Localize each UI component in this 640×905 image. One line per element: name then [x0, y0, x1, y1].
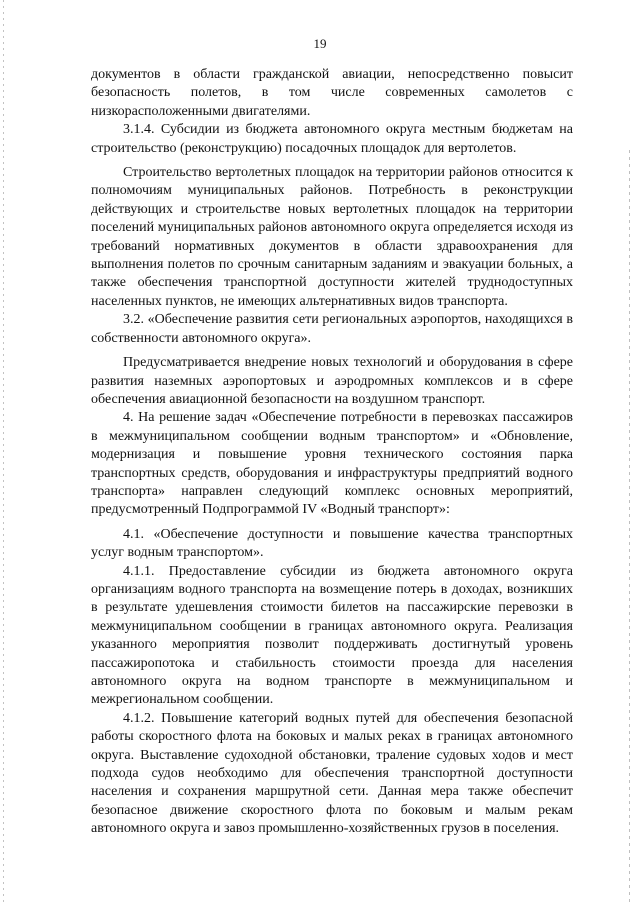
paragraph-3-2: 3.2. «Обеспечение развития сети региональных аэропортов, находящихся в собственности автономного округа». [91, 312, 573, 346]
document-body [91, 66, 573, 839]
paragraph-4-1-2: 4.1.2. Повышение категорий водных путей для обеспечения безопасной работы скоростного флота на боковых и малых реках в границах автономного округа. Выставление судоходной обстановки, траление судовых ходов и мест подхода судов необходимо для обеспечения транспортной доступности населения и сохранения маршрутной сети. Данная мера также обеспечит безопасное движение скоростного флота по боковым и малым рекам автономного округа и завоз промышленно-хозяйственных грузов в поселения. [91, 710, 573, 837]
paragraph-helipad-construction: Строительство вертолетных площадок на территории районов относится к полномочиям муниципальных районов. Потребность в реконструкции действующих и строительстве новых вертолетных площадок на территории поселений муниципальных районов автономного округа определяется исходя из требований нормативных документов в области здравоохранения для выполнения полетов по срочным санитарным заданиям и эвакуации больных, а также обеспечения транспортной доступности жителей труднодоступных населенных пунктов, не имеющих альтернативных видов транспорта. [91, 165, 573, 309]
paragraph-4-1-1: 4.1.1. Предоставление субсидии из бюджета автономного округа организациям водного транспорта на возмещение потерь в доходах, возникших в результате удешевления стоимости билетов на пассажирские перевозки в межмуниципальном сообщении в границах автономного округа. Реализация указанного мероприятия позволит поддерживать достигнутый уровень пассажиропотока и стабильность стоимости проезда для населения автономного округа на водном транспорте в межмуниципальном и межрегиональном сообщении. [91, 563, 573, 708]
paragraph-continuation: документов в области гражданской авиации, непосредственно повысит безопасность полетов, в том числе современных самолетов с низкорасположенными двигателями. [91, 67, 573, 119]
paragraph-4: 4. На решение задач «Обеспечение потребности в перевозках пассажиров в межмуниципальном сообщении водным транспортом» и «Обновление, модернизация и повышение уровня технического состояния парка транспортных средств, оборудования и инфраструктуры предприятий водного транспорта» направлен следующий комплекс основных мероприятий, предусмотренный Подпрограммой IV «Водный транспорт»: [91, 410, 573, 518]
page-number: 19 [313, 36, 327, 51]
paragraph-3-1-4: 3.1.4. Субсидии из бюджета автономного округа местным бюджетам на строительство (реконструкцию) посадочных площадок для вертолетов. [91, 122, 573, 156]
paragraph-4-1: 4.1. «Обеспечение доступности и повышение качества транспортных услуг водным транспортом». [91, 526, 573, 561]
scan-edge-left [3, 0, 4, 905]
paragraph-new-technologies: Предусматривается внедрение новых технологий и оборудования в сфере развития наземных аэропортовых и аэродромных комплексов и в сфере обеспечения авиационной безопасности на воздушном транспорт. [91, 355, 573, 407]
scan-edge-right [629, 150, 630, 905]
